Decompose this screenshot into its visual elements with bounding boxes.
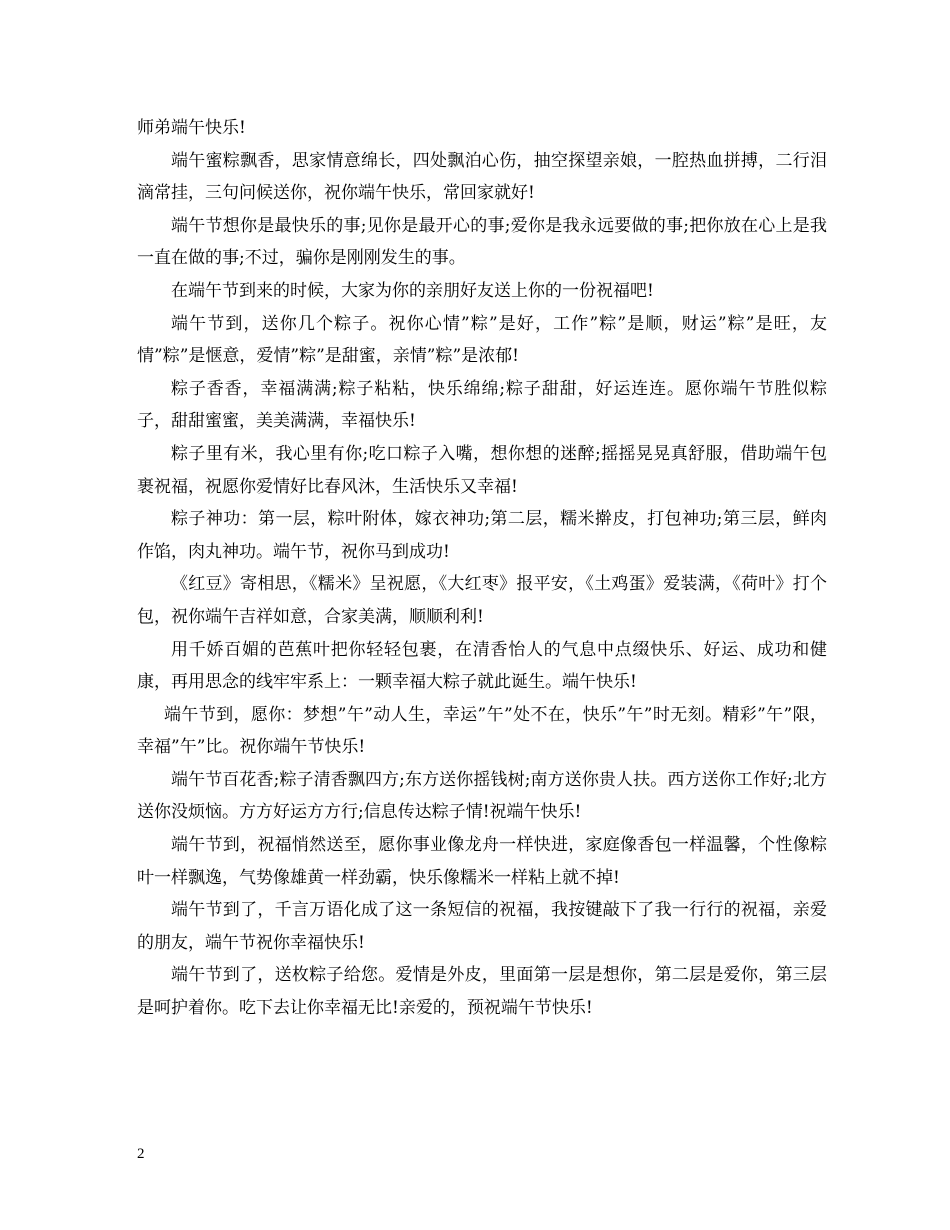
paragraph-9: 《红豆》寄相思，《糯米》呈祝愿，《大红枣》报平安，《土鸡蛋》爱装满，《荷叶》打个包，祝你端午吉祥如意，合家美满，顺顺利利! bbox=[137, 574, 827, 627]
paragraph-1: 师弟端午快乐! bbox=[137, 118, 246, 138]
paragraph-12: 端午节百花香;粽子清香飘四方;东方送你摇钱树;南方送你贵人扶。西方送你工作好;北方送你没烦恼。方方好运方方行;信息传达粽子情!祝端午快乐! bbox=[137, 769, 827, 823]
paragraph-15: 端午节到了，送枚粽子给您。爱情是外皮，里面第一层是想你，第二层是爱你，第三层是呵护着你。吃下去让你幸福无比!亲爱的，预祝端午节快乐! bbox=[137, 965, 827, 1019]
paragraph-13: 端午节到，祝福悄然送至，愿你事业像龙舟一样快进，家庭像香包一样温馨，个性像粽叶一样飘逸，气势像雄黄一样劲霸，快乐像糯米一样粘上就不掉! bbox=[137, 835, 827, 888]
paragraph-11: 端午节到，愿你：梦想”午”动人生，幸运”午”处不在，快乐”午”时无刻。精彩”午”限，幸福”午”比。祝你端午节快乐! bbox=[137, 704, 827, 758]
paragraph-10: 用千娇百媚的芭蕉叶把你轻轻包裹，在清香怡人的气息中点缀快乐、好运、成功和健康，再用思念的线牢牢系上：一颗幸福大粽子就此诞生。端午快乐! bbox=[137, 639, 827, 693]
paragraph-7: 粽子里有米，我心里有你;吃口粽子入嘴，想你想的迷醉;摇摇晃晃真舒服，借助端午包裹祝福，祝愿你爱情好比春风沐，生活快乐又幸福! bbox=[137, 443, 827, 497]
document-body bbox=[137, 112, 827, 1025]
paragraph-3: 端午节想你是最快乐的事;见你是最开心的事;爱你是我永远要做的事;把你放在心上是我一直在做的事;不过，骗你是刚刚发生的事。 bbox=[137, 215, 827, 269]
paragraph-5: 端午节到，送你几个粽子。祝你心情”粽”是好，工作”粽”是顺，财运”粽”是旺，友情”粽”是惬意，爱情”粽”是甜蜜，亲情”粽”是浓郁! bbox=[137, 313, 827, 367]
paragraph-2: 端午蜜粽飘香，思家情意绵长，四处飘泊心伤，抽空探望亲娘，一腔热血拼搏，二行泪滴常挂，三句问候送你，祝你端午快乐，常回家就好! bbox=[137, 150, 827, 204]
page-number: 2 bbox=[137, 1146, 145, 1162]
paragraph-4: 在端午节到来的时候，大家为你的亲朋好友送上你的一份祝福吧! bbox=[171, 280, 654, 301]
paragraph-6: 粽子香香，幸福满满;粽子粘粘，快乐绵绵;粽子甜甜，好运连连。愿你端午节胜似粽子，甜甜蜜蜜，美美满满，幸福快乐! bbox=[137, 378, 827, 432]
paragraph-8: 粽子神功：第一层，粽叶附体，嫁衣神功;第二层，糯米擀皮，打包神功;第三层，鲜肉作馅，肉丸神功。端午节，祝你马到成功! bbox=[137, 509, 827, 562]
paragraph-14: 端午节到了，千言万语化成了这一条短信的祝福，我按键敲下了我一行行的祝福，亲爱的朋友，端午节祝你幸福快乐! bbox=[137, 900, 827, 953]
